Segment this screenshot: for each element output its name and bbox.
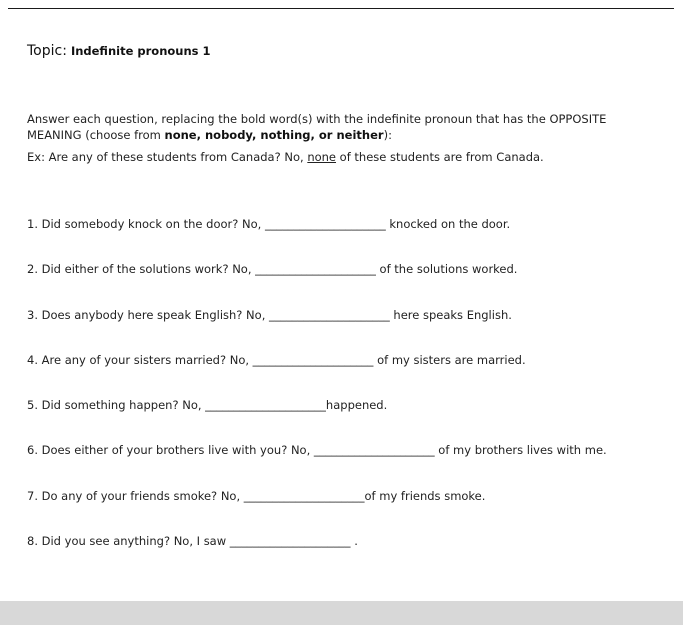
topic-title: Indefinite pronouns 1	[70, 44, 211, 58]
question-4: 4. Are any of your sisters married? No, _____________________ of my sisters are married.	[27, 352, 526, 367]
topic-row	[27, 40, 211, 59]
example-part1: Ex: Are any of these students from Canada? No,	[27, 150, 308, 164]
question-3: 3. Does anybody here speak English? No, _____________________ here speaks English.	[27, 307, 512, 322]
question-7: 7. Do any of your friends smoke? No, _____________________of my friends smoke.	[27, 488, 486, 503]
question-5: 5. Did something happen? No, _____________________happened.	[27, 398, 388, 413]
question-list	[27, 217, 677, 579]
top-divider	[8, 8, 674, 9]
question-8: 8. Did you see anything? No, I saw _____________________ .	[27, 534, 358, 549]
example-answer-underlined: none	[307, 150, 337, 164]
topic-label: Topic:	[27, 43, 67, 59]
example-part2: of these students are from Canada.	[336, 150, 544, 164]
page-bottom-margin	[0, 601, 683, 625]
question-6: 6. Does either of your brothers live with you? No, _____________________ of my brothers lives with me.	[27, 443, 607, 458]
instructions-part1: Answer each question, replacing the bold word(s) with the indefinite pronoun that has the OPPOSITE MEANING (choose from	[27, 112, 607, 143]
question-2: 2. Did either of the solutions work? No, _____________________ of the solutions worked.	[27, 262, 518, 277]
instructions-part2: ):	[383, 128, 392, 143]
example-sentence	[27, 150, 544, 164]
instructions-bold-options: none, nobody, nothing, or neither	[164, 128, 384, 143]
question-1: 1. Did somebody knock on the door? No, _____________________ knocked on the door.	[27, 217, 511, 231]
instructions-text	[27, 111, 643, 143]
